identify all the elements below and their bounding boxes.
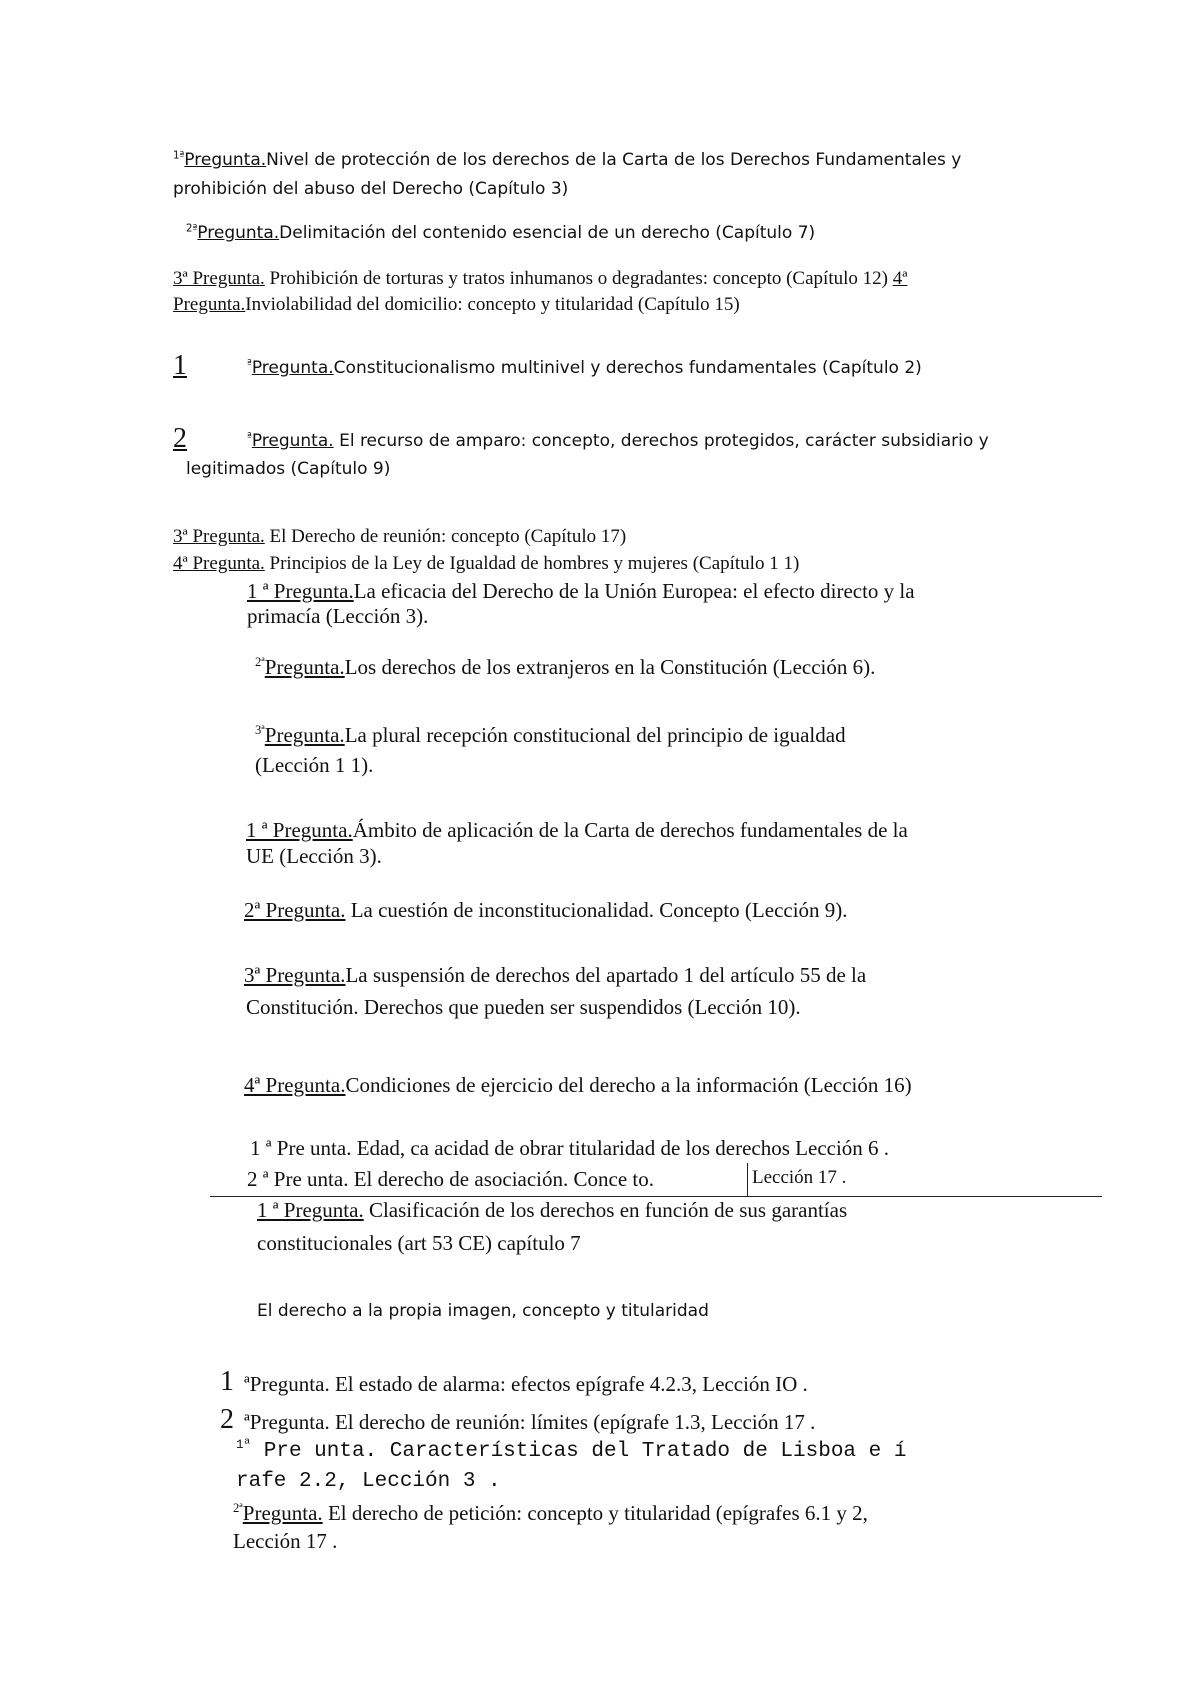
question-1-edad: 1 ª Pre unta. Edad, ca acidad de obrar titularidad de los derechos Lección 6 .: [250, 1136, 890, 1160]
question-number: 1: [173, 350, 187, 381]
ordinal: 1ª: [236, 1438, 252, 1452]
question-1-eficacia: [247, 579, 915, 604]
ordinal: ª: [247, 358, 252, 370]
ordinal: 2ª: [186, 223, 198, 235]
question-text: Principios de la Ley de Igualdad de hombres y mujeres (Capítulo 1 1): [269, 553, 800, 574]
question-text: Constitucionalismo multinivel y derechos fundamentales (Capítulo 2): [333, 358, 922, 378]
question-1-ambito: [246, 818, 908, 843]
question-1-clasificacion-line-2: constitucionales (art 53 CE) capítulo 7: [257, 1231, 581, 1255]
ordinal: 1ª: [173, 150, 185, 162]
question-text: El derecho de petición: concepto y titularidad (epígrafes 6.1 y 2,: [327, 1501, 868, 1525]
question-text: Clasificación de los derechos en función de sus garantías: [368, 1198, 848, 1222]
question-number: 2: [220, 1404, 234, 1435]
table-cell-leccion: Lección 17 .: [752, 1167, 847, 1188]
question-text: Nivel de protección de los derechos de la Carta de los Derechos Fundamentales y: [266, 150, 962, 170]
question-3-igualdad-line-2: (Lección 1 1).: [255, 753, 374, 777]
question-label: Pregunta.: [264, 655, 345, 679]
question-1-line-2: prohibición del abuso del Derecho (Capítulo 3): [173, 179, 569, 199]
ordinal: 2ª: [233, 1501, 243, 1515]
question-1-lisboa-line-2: rafe 2.2, Lección 3 .: [236, 1470, 501, 1493]
question-text: Prohibición de torturas y tratos inhumanos o degradantes: concepto (Capítulo 12): [269, 268, 888, 289]
question-label: 1 ª Pregunta.: [257, 1198, 364, 1222]
question-2-peticion: [233, 1501, 868, 1526]
question-2-extranjeros: [255, 655, 875, 680]
question-label: 4ª Pregunta.: [244, 1073, 346, 1097]
question-1-line-1: [173, 150, 961, 170]
question-text: Los derechos de los extranjeros en la Constitución (Lección 6).: [344, 655, 876, 679]
question-text: El Derecho de reunión: concepto (Capítulo 17): [269, 526, 627, 547]
question-2: [186, 223, 815, 243]
question-2-amparo-line-2: legitimados (Capítulo 9): [186, 459, 391, 479]
question-label-4b: Pregunta.: [173, 294, 246, 315]
question-text: La suspensión de derechos del apartado 1 del artículo 55 de la: [345, 963, 867, 987]
question-label: 3ª Pregunta.: [173, 268, 265, 289]
horizontal-rule: [210, 1196, 1102, 1197]
question-1-ambito-line-2: UE (Lección 3).: [246, 844, 382, 868]
question-label: Pregunta.: [251, 431, 334, 451]
question-3-reunion: [173, 526, 626, 548]
question-text: Delimitación del contenido esencial de un derecho (Capítulo 7): [279, 223, 816, 243]
question-text: Ámbito de aplicación de la Carta de derechos fundamentales de la: [352, 818, 908, 842]
question-2-peticion-line-2: Lección 17 .: [233, 1529, 338, 1553]
question-4-informacion: [244, 1073, 912, 1098]
question-text: La eficacia del Derecho de la Unión Europea: el efecto directo y la: [353, 579, 915, 603]
question-label: Pregunta.: [184, 150, 267, 170]
question-text: El recurso de amparo: concepto, derechos protegidos, carácter subsidiario y: [339, 431, 989, 451]
ordinal: ª: [247, 431, 252, 443]
question-text: Condiciones de ejercicio del derecho a la información (Lección 16): [345, 1073, 912, 1097]
question-label: Pregunta.: [197, 223, 280, 243]
question-4: [173, 294, 740, 316]
question-1-multinivel: [247, 358, 922, 378]
question-label: Pregunta.: [242, 1501, 323, 1525]
question-2-asociacion: 2 ª Pre unta. El derecho de asociación. Conce to.: [247, 1167, 654, 1191]
question-label: 1 ª Pregunta.: [247, 579, 354, 603]
standalone-topic: El derecho a la propia imagen, concepto y titularidad: [257, 1301, 709, 1321]
question-label: 3ª Pregunta.: [173, 526, 265, 547]
question-label: 4ª Pregunta.: [173, 553, 265, 574]
question-number: 2: [173, 423, 187, 454]
question-text: Pre unta. Características del Tratado de Lisboa e í: [263, 1440, 907, 1463]
question-3-suspension: [244, 963, 866, 988]
question-3-suspension-line-2: Constitución. Derechos que pueden ser suspendidos (Lección 10).: [246, 995, 801, 1019]
question-3: [173, 268, 907, 290]
ordinal: 2ª: [255, 655, 265, 669]
question-label-4a: 4ª: [892, 268, 908, 289]
question-2-amparo: [247, 431, 989, 451]
question-2-reunion-limites: ªPregunta. El derecho de reunión: límites (epígrafe 1.3, Lección 17 .: [244, 1410, 816, 1434]
question-2-cuestion: [244, 898, 848, 923]
table-cell-border: [747, 1163, 748, 1197]
question-1-eficacia-line-2: primacía (Lección 3).: [247, 604, 429, 628]
question-1-lisboa: [236, 1440, 906, 1463]
question-3-igualdad: [255, 723, 846, 748]
question-label: 2ª Pregunta.: [244, 898, 346, 922]
question-label: 3ª Pregunta.: [244, 963, 346, 987]
question-1-alarma: ªPregunta. El estado de alarma: efectos epígrafe 4.2.3, Lección IO .: [244, 1372, 808, 1396]
ordinal: 3ª: [255, 723, 265, 737]
question-text: La plural recepción constitucional del principio de igualdad: [344, 723, 846, 747]
question-label: 1 ª Pregunta.: [246, 818, 353, 842]
question-1-clasificacion: [257, 1198, 847, 1223]
question-number: 1: [220, 1366, 234, 1397]
question-text: La cuestión de inconstitucionalidad. Concepto (Lección 9).: [350, 898, 848, 922]
question-label: Pregunta.: [251, 358, 334, 378]
question-label: Pregunta.: [264, 723, 345, 747]
question-4-igualdad: [173, 553, 799, 575]
question-text: Inviolabilidad del domicilio: concepto y titularidad (Capítulo 15): [245, 294, 740, 315]
